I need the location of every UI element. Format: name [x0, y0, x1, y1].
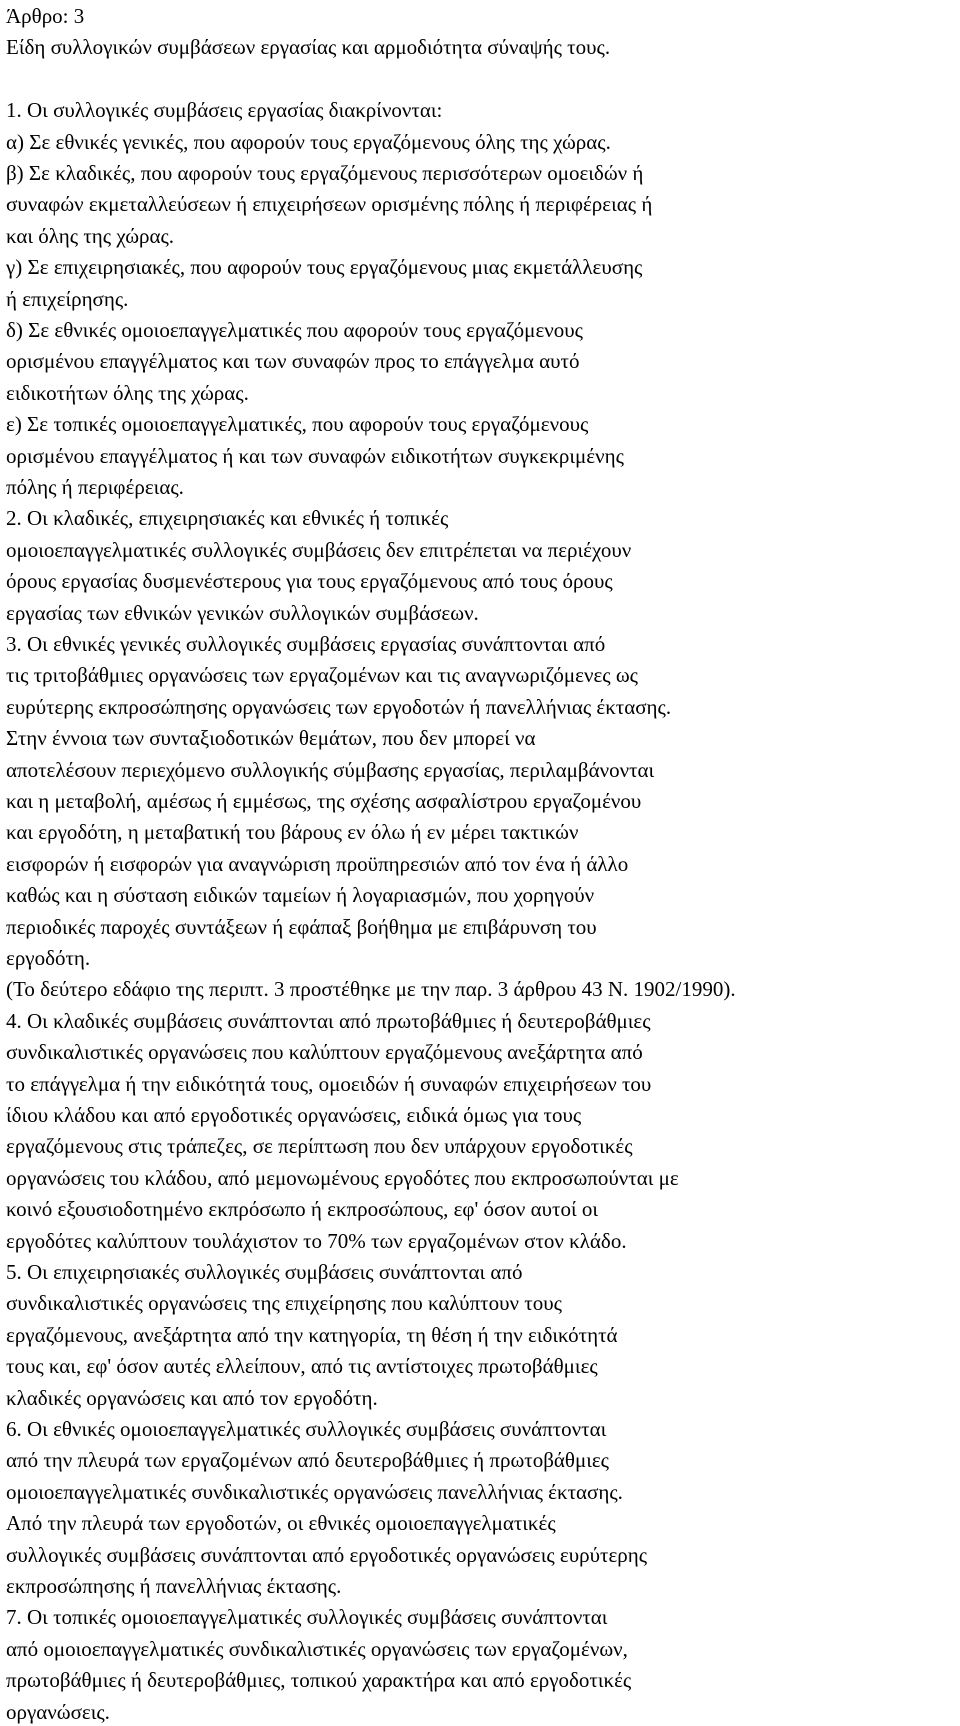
text-line: εργοδότη. [6, 946, 91, 970]
article-number: Άρθρο: 3 [6, 4, 85, 28]
text-line: 6. Οι εθνικές ομοιοεπαγγελματικές συλλογικές συμβάσεις συνάπτονται [6, 1417, 607, 1441]
text-line: Από την πλευρά των εργοδοτών, οι εθνικές ομοιοεπαγγελματικές [6, 1511, 556, 1536]
text-line: εργαζόμενους, ανεξάρτητα από την κατηγορία, τη θέση ή την ειδικότητά [6, 1322, 618, 1347]
text-line: πόλης ή περιφέρειας. [6, 475, 184, 499]
text-line: εργασίας των εθνικών γενικών συλλογικών συμβάσεων. [6, 600, 479, 625]
text-line: περιοδικές παροχές συντάξεων ή εφάπαξ βοήθημα με επιβάρυνση του [6, 914, 597, 939]
text-line: πρωτοβάθμιες ή δευτεροβάθμιες, τοπικού χαρακτήρα και από εργοδοτικές [6, 1668, 632, 1693]
text-line: ειδικοτήτων όλης της χώρας. [6, 380, 249, 405]
text-line: (Το δεύτερο εδάφιο της περιπτ. 3 προστέθηκε με την παρ. 3 άρθρου 43 Ν. 1902/1990). [6, 977, 736, 1002]
text-line: ορισμένου επαγγέλματος ή και των συναφών ειδικοτήτων συγκεκριμένης [6, 443, 624, 468]
text-line: αποτελέσουν περιεχόμενο συλλογικής σύμβασης εργασίας, περιλαμβάνονται [6, 757, 655, 782]
text-line: το επάγγελμα ή την ειδικότητά τους, ομοειδών ή συναφών επιχειρήσεων του [6, 1071, 652, 1096]
text-line: οργανώσεις. [6, 1699, 110, 1724]
text-line: β) Σε κλαδικές, που αφορούν τους εργαζόμενους περισσότερων ομοειδών ή [6, 161, 644, 185]
text-line: συνδικαλιστικές οργανώσεις που καλύπτουν εργαζόμενους ανεξάρτητα από [6, 1040, 643, 1065]
text-line: συλλογικές συμβάσεις συνάπτονται από εργοδοτικές οργανώσεις ευρύτερης [6, 1542, 648, 1567]
text-line: και η μεταβολή, αμέσως ή εμμέσως, της σχέσης ασφαλίστρου εργαζομένου [6, 789, 642, 813]
text-line: 5. Οι επιχειρησιακές συλλογικές συμβάσεις συνάπτονται από [6, 1260, 523, 1284]
text-line: ε) Σε τοπικές ομοιοεπαγγελματικές, που αφορούν τους εργαζόμενους [6, 412, 589, 437]
text-line: τους και, εφ' όσον αυτές ελλείπουν, από τις αντίστοιχες πρωτοβάθμιες [6, 1354, 598, 1379]
text-line: από ομοιοεπαγγελματικές συνδικαλιστικές οργανώσεις των εργαζομένων, [6, 1636, 628, 1661]
text-line: κλαδικές οργανώσεις και από τον εργοδότη. [6, 1385, 378, 1410]
text-line: οργανώσεις του κλάδου, από μεμονωμένους εργοδότες που εκπροσωπούνται με [6, 1165, 679, 1190]
text-line: 3. Οι εθνικές γενικές συλλογικές συμβάσεις εργασίας συνάπτονται από [6, 632, 606, 656]
text-line: 1. Οι συλλογικές συμβάσεις εργασίας διακρίνονται: [6, 98, 443, 123]
text-line: εισφορών ή εισφορών για αναγνώριση προϋπηρεσιών από τον ένα ή άλλο [6, 851, 629, 876]
text-line: και εργοδότη, η μεταβατική του βάρους εν όλω ή εν μέρει τακτικών [6, 820, 579, 845]
text-line: εργαζόμενους στις τράπεζες, σε περίπτωση που δεν υπάρχουν εργοδοτικές [6, 1134, 633, 1159]
text-line: συναφών εκμεταλλεύσεων ή επιχειρήσεων ορισμένης πόλης ή περιφέρειας ή [6, 192, 653, 217]
text-line: 4. Οι κλαδικές συμβάσεις συνάπτονται από πρωτοβάθμιες ή δευτεροβάθμιες [6, 1008, 651, 1033]
text-line: ή επιχείρησης. [6, 286, 129, 311]
text-line: και όλης της χώρας. [6, 223, 175, 248]
text-line: ομοιοεπαγγελματικές συνδικαλιστικές οργανώσεις πανελλήνιας έκτασης. [6, 1479, 623, 1504]
text-line: ομοιοεπαγγελματικές συλλογικές συμβάσεις δεν επιτρέπεται να περιέχουν [6, 537, 632, 562]
text-line: τις τριτοβάθμιες οργανώσεις των εργαζομένων και τις αναγνωριζόμενες ως [6, 663, 638, 688]
text-line: εκπροσώπησης ή πανελλήνιας έκτασης. [6, 1574, 342, 1598]
text-line: 2. Οι κλαδικές, επιχειρησιακές και εθνικές ή τοπικές [6, 506, 449, 531]
text-line: δ) Σε εθνικές ομοιοεπαγγελματικές που αφορούν τους εργαζόμενους [6, 318, 583, 342]
text-line: καθώς και η σύσταση ειδικών ταμείων ή λογαριασμών, που χορηγούν [6, 883, 595, 908]
text-line: εργοδότες καλύπτουν τουλάχιστον το 70% των εργαζομένων στον κλάδο. [6, 1228, 627, 1253]
text-line: κοινό εξουσιοδοτημένο εκπρόσωπο ή εκπροσώπους, εφ' όσον αυτοί οι [6, 1197, 598, 1222]
article-title: Είδη συλλογικών συμβάσεων εργασίας και αρμοδιότητα σύναψής τους. [6, 35, 611, 60]
text-line: από την πλευρά των εργαζομένων από δευτεροβάθμιες ή πρωτοβάθμιες [6, 1448, 610, 1473]
text-line: όρους εργασίας δυσμενέστερους για τους εργαζόμενους από τους όρους [6, 569, 613, 594]
text-line: γ) Σε επιχειρησιακές, που αφορούν τους εργαζόμενους μιας εκμετάλλευσης [6, 255, 643, 280]
text-line: ίδιου κλάδου και από εργοδοτικές οργανώσεις, ειδικά όμως για τους [6, 1103, 582, 1127]
text-line: συνδικαλιστικές οργανώσεις της επιχείρησης που καλύπτουν τους [6, 1291, 562, 1316]
text-line: ευρύτερης εκπροσώπησης οργανώσεις των εργοδοτών ή πανελλήνιας έκτασης. [6, 694, 672, 719]
text-line: 7. Οι τοπικές ομοιοεπαγγελματικές συλλογικές συμβάσεις συνάπτονται [6, 1605, 608, 1630]
text-line: α) Σε εθνικές γενικές, που αφορούν τους εργαζόμενους όλης της χώρας. [6, 129, 611, 154]
text-line: Στην έννοια των συνταξιοδοτικών θεμάτων, που δεν μπορεί να [6, 726, 536, 751]
text-line: ορισμένου επαγγέλματος και των συναφών προς το επάγγελμα αυτό [6, 349, 580, 374]
